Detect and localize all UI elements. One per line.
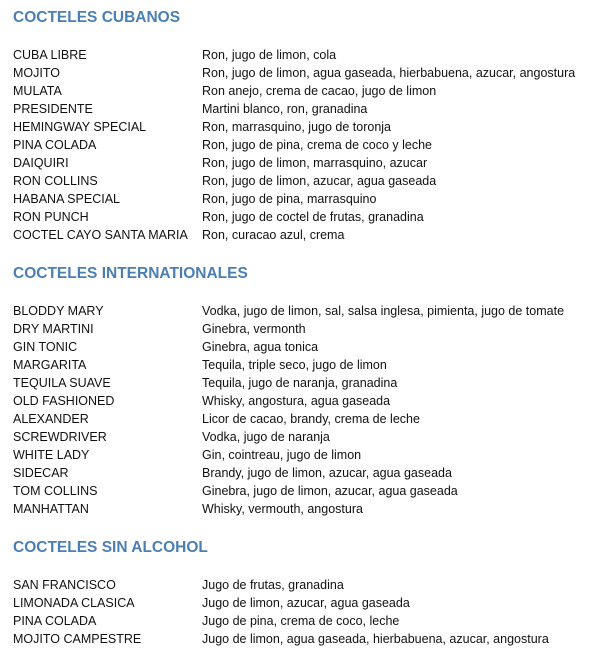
drink-name: LIMONADA CLASICA: [13, 596, 135, 610]
drink-name: DAIQUIRI: [13, 156, 69, 170]
drink-row: [13, 356, 612, 374]
drink-name: MOJITO CAMPESTRE: [13, 632, 142, 646]
drink-row: [13, 118, 612, 136]
drink-ingredients: Tequila, jugo de naranja, granadina: [202, 376, 398, 390]
drink-ingredients: Ron anejo, crema de cacao, jugo de limon: [202, 84, 437, 98]
drink-ingredients: Jugo de limon, azucar, agua gaseada: [202, 596, 410, 610]
section-cocteles-sin-alcohol: [13, 538, 612, 648]
drink-list: [13, 46, 612, 244]
drink-ingredients: Jugo de limon, agua gaseada, hierbabuena, azucar, angostura: [202, 632, 549, 646]
drink-row: [13, 428, 612, 446]
drink-row: [13, 392, 612, 410]
drink-row: [13, 338, 612, 356]
drink-name: HABANA SPECIAL: [13, 192, 120, 206]
drink-row: [13, 612, 612, 630]
drink-name: PRESIDENTE: [13, 102, 93, 116]
drink-ingredients: Jugo de frutas, granadina: [202, 578, 344, 592]
drink-row: [13, 320, 612, 338]
drink-ingredients: Ginebra, vermonth: [202, 322, 306, 336]
drink-row: [13, 630, 612, 648]
section-cocteles-internationales: [13, 264, 612, 518]
drink-ingredients: Vodka, jugo de naranja: [202, 430, 330, 444]
drink-name: RON PUNCH: [13, 210, 89, 224]
drink-ingredients: Brandy, jugo de limon, azucar, agua gaseada: [202, 466, 452, 480]
drink-row: [13, 464, 612, 482]
drink-row: [13, 82, 612, 100]
drink-name: HEMINGWAY SPECIAL: [13, 120, 147, 134]
drink-name: MULATA: [13, 84, 62, 98]
section-title: COCTELES CUBANOS: [13, 9, 181, 26]
drink-ingredients: Ron, jugo de limon, agua gaseada, hierbabuena, azucar, angostura: [202, 66, 576, 80]
drink-row: [13, 482, 612, 500]
drink-row: [13, 100, 612, 118]
drink-ingredients: Ron, jugo de limon, azucar, agua gaseada: [202, 174, 437, 188]
drink-row: [13, 302, 612, 320]
drink-name: COCTEL CAYO SANTA MARIA: [13, 228, 188, 242]
drink-ingredients: Ron, jugo de pina, marrasquino: [202, 192, 377, 206]
drink-row: [13, 410, 612, 428]
drink-name: MANHATTAN: [13, 502, 89, 516]
drink-name: MARGARITA: [13, 358, 87, 372]
drink-name: GIN TONIC: [13, 340, 78, 354]
drink-row: [13, 172, 612, 190]
drink-row: [13, 226, 612, 244]
drink-name: TOM COLLINS: [13, 484, 98, 498]
drink-row: [13, 374, 612, 392]
drink-ingredients: Whisky, angostura, agua gaseada: [202, 394, 391, 408]
drink-ingredients: Martini blanco, ron, granadina: [202, 102, 368, 116]
drink-name: PINA COLADA: [13, 614, 97, 628]
drink-row: [13, 154, 612, 172]
drink-ingredients: Ron, jugo de limon, cola: [202, 48, 337, 62]
drink-ingredients: Ron, jugo de limon, marrasquino, azucar: [202, 156, 428, 170]
drink-ingredients: Ron, jugo de pina, crema de coco y leche: [202, 138, 432, 152]
drink-name: SAN FRANCISCO: [13, 578, 116, 592]
drink-ingredients: Ron, curacao azul, crema: [202, 228, 345, 242]
drink-name: SCREWDRIVER: [13, 430, 107, 444]
drink-row: [13, 208, 612, 226]
drink-row: [13, 190, 612, 208]
drink-name: PINA COLADA: [13, 138, 97, 152]
drink-ingredients: Gin, cointreau, jugo de limon: [202, 448, 362, 462]
drink-name: ALEXANDER: [13, 412, 89, 426]
drink-ingredients: Vodka, jugo de limon, sal, salsa inglesa, pimienta, jugo de tomate: [202, 304, 565, 318]
drink-row: [13, 446, 612, 464]
drink-name: RON COLLINS: [13, 174, 98, 188]
drink-name: DRY MARTINI: [13, 322, 94, 336]
drink-name: TEQUILA SUAVE: [13, 376, 111, 390]
drink-name: SIDECAR: [13, 466, 69, 480]
drink-ingredients: Ron, jugo de coctel de frutas, granadina: [202, 210, 424, 224]
drink-name: CUBA LIBRE: [13, 48, 87, 62]
drink-row: [13, 136, 612, 154]
cocktail-menu: [13, 0, 612, 648]
drink-row: [13, 46, 612, 64]
drink-name: OLD FASHIONED: [13, 394, 115, 408]
drink-ingredients: Ron, marrasquino, jugo de toronja: [202, 120, 392, 134]
drink-name: MOJITO: [13, 66, 60, 80]
section-title: COCTELES SIN ALCOHOL: [13, 539, 208, 556]
drink-row: [13, 594, 612, 612]
section-cocteles-cubanos: [13, 8, 612, 244]
drink-row: [13, 576, 612, 594]
drink-ingredients: Jugo de pina, crema de coco, leche: [202, 614, 400, 628]
drink-ingredients: Ginebra, agua tonica: [202, 340, 319, 354]
section-title: COCTELES INTERNATIONALES: [13, 265, 248, 282]
drink-ingredients: Licor de cacao, brandy, crema de leche: [202, 412, 420, 426]
drink-list: [13, 576, 612, 648]
drink-ingredients: Whisky, vermouth, angostura: [202, 502, 363, 516]
drink-ingredients: Ginebra, jugo de limon, azucar, agua gaseada: [202, 484, 458, 498]
drink-row: [13, 64, 612, 82]
drink-name: BLODDY MARY: [13, 304, 104, 318]
drink-row: [13, 500, 612, 518]
drink-list: [13, 302, 612, 518]
drink-ingredients: Tequila, triple seco, jugo de limon: [202, 358, 387, 372]
drink-name: WHITE LADY: [13, 448, 90, 462]
